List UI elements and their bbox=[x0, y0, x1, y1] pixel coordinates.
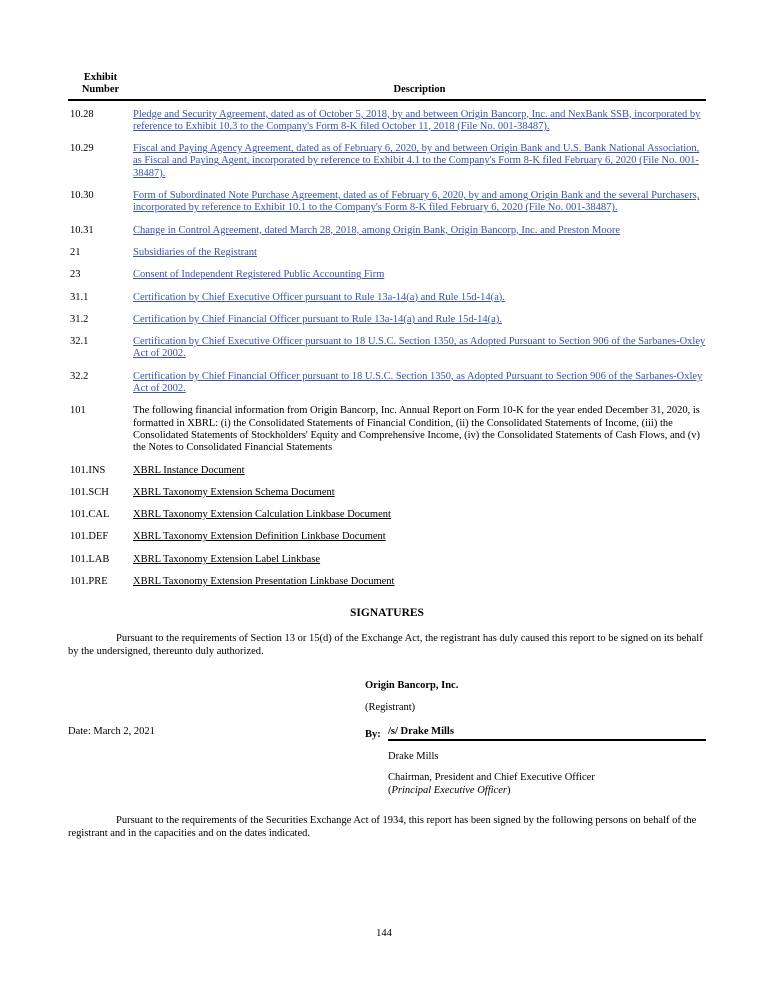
exhibit-description-cell bbox=[133, 465, 706, 487]
exhibit-number: 101.CAL bbox=[70, 509, 110, 521]
exhibit-description-link[interactable]: Certification by Chief Financial Officer pursuant to Rule 13a-14(a) and Rule 15d-14(a). bbox=[133, 313, 502, 325]
table-row bbox=[68, 190, 706, 225]
exhibit-description-link[interactable]: XBRL Instance Document bbox=[133, 464, 245, 476]
table-row bbox=[68, 405, 706, 464]
paren-open: ( bbox=[388, 785, 392, 797]
exhibit-description-cell bbox=[133, 225, 706, 247]
exhibit-description-cell bbox=[133, 292, 706, 314]
signer-title-2-text: Principal Executive Officer bbox=[391, 785, 507, 797]
signature-text: /s/ Drake Mills bbox=[388, 725, 706, 741]
signer-name: Drake Mills bbox=[388, 751, 439, 763]
exhibit-number: 101.PRE bbox=[70, 576, 108, 588]
exhibit-number: 31.2 bbox=[70, 313, 89, 325]
exhibit-number-header-line2: Number bbox=[81, 84, 120, 96]
table-row bbox=[68, 247, 706, 269]
exhibit-description-cell bbox=[133, 509, 706, 531]
exhibit-number: 10.30 bbox=[70, 190, 94, 202]
exhibit-description-link[interactable]: Change in Control Agreement, dated March 28, 2018, among Origin Bank, Origin Bancorp, Inc. and Preston Moore bbox=[133, 224, 620, 236]
signatures-paragraph-2: Pursuant to the requirements of the Securities Exchange Act of 1934, this report has been signed by the following persons on behalf of the registrant and in the capacities and on the dates indicated. bbox=[68, 815, 697, 840]
table-row bbox=[68, 292, 706, 314]
exhibit-description-link[interactable]: Form of Subordinated Note Purchase Agreement, dated as of February 6, 2020, by and among Origin Bank and the several Purchasers, incorporated by reference to Exhibit 10.1 to the Company's Form 8-K filed February 6, 2020 (File No. 001-38487). bbox=[133, 190, 700, 214]
exhibit-description-link[interactable]: XBRL Taxonomy Extension Schema Document bbox=[133, 486, 335, 498]
description-column-header: Description bbox=[133, 72, 706, 100]
table-row bbox=[68, 143, 706, 190]
table-row bbox=[68, 225, 706, 247]
signatures-paragraph-1: Pursuant to the requirements of Section 13 or 15(d) of the Exchange Act, the registrant has duly caused this report to be signed on its behalf by the undersigned, thereunto duly authorized. bbox=[68, 633, 703, 658]
exhibit-description-cell bbox=[133, 405, 706, 464]
signature-right-column bbox=[365, 679, 706, 797]
exhibit-description-cell bbox=[133, 143, 706, 190]
document-page bbox=[68, 72, 706, 840]
table-row bbox=[68, 100, 706, 144]
by-label: By: bbox=[365, 729, 381, 741]
paren-close: ) bbox=[506, 785, 511, 797]
exhibit-table-body bbox=[68, 100, 706, 599]
table-row bbox=[68, 269, 706, 291]
table-row bbox=[68, 531, 706, 553]
exhibit-number: 101.INS bbox=[70, 464, 106, 476]
exhibit-description-link[interactable]: XBRL Taxonomy Extension Presentation Linkbase Document bbox=[133, 576, 395, 588]
exhibit-description-cell bbox=[133, 100, 706, 144]
exhibit-number-header-line1: Exhibit bbox=[83, 72, 118, 83]
exhibit-number: 31.1 bbox=[70, 291, 89, 303]
table-row bbox=[68, 314, 706, 336]
signature-block bbox=[68, 679, 706, 797]
table-row bbox=[68, 554, 706, 576]
signer-title-2 bbox=[388, 784, 706, 797]
exhibit-number: 101 bbox=[70, 405, 86, 417]
exhibit-description-link[interactable]: XBRL Taxonomy Extension Label Linkbase bbox=[133, 553, 321, 565]
table-row bbox=[68, 576, 706, 598]
signature-by-row bbox=[365, 725, 706, 741]
exhibit-description-link[interactable]: Consent of Independent Registered Public Accounting Firm bbox=[133, 269, 385, 281]
exhibit-number: 21 bbox=[70, 246, 81, 258]
exhibit-number: 10.29 bbox=[70, 143, 94, 155]
exhibit-description-cell bbox=[133, 336, 706, 371]
exhibit-number: 23 bbox=[70, 269, 81, 281]
signature-date: Date: March 2, 2021 bbox=[68, 726, 155, 738]
exhibit-description-cell bbox=[133, 554, 706, 576]
table-row bbox=[68, 336, 706, 371]
exhibit-description-link[interactable]: XBRL Taxonomy Extension Definition Linkbase Document bbox=[133, 531, 386, 543]
exhibit-description-cell bbox=[133, 314, 706, 336]
table-row bbox=[68, 465, 706, 487]
exhibit-description-cell bbox=[133, 190, 706, 225]
exhibit-description-link[interactable]: Subsidiaries of the Registrant bbox=[133, 246, 257, 258]
exhibit-description-cell bbox=[133, 371, 706, 406]
exhibit-description-link[interactable]: Certification by Chief Executive Officer pursuant to 18 U.S.C. Section 1350, as Adopted Pursuant to Section 906 of the Sarbanes-Oxley Act of 2002. bbox=[133, 336, 706, 360]
exhibit-number-column-header bbox=[68, 72, 133, 100]
exhibit-description-cell bbox=[133, 269, 706, 291]
exhibit-index-table bbox=[68, 72, 706, 598]
exhibit-description-link[interactable]: XBRL Taxonomy Extension Calculation Linkbase Document bbox=[133, 509, 391, 521]
registrant-label: (Registrant) bbox=[365, 702, 416, 714]
exhibit-description: The following financial information from Origin Bancorp, Inc. Annual Report on Form 10-K for the year ended December 31, 2020, is formatted in XBRL: (i) the Consolidated Statements of Financial Condition, (ii) the Consolidated Statements of Income, (iii) the Consolidated Statements of Stockholders' Equity and Comprehensive Income, (iv) the Consolidated Statements of Cash Flows, and (v) the Notes to Consolidated Financial Statements bbox=[133, 405, 701, 454]
exhibit-description-link[interactable]: Certification by Chief Financial Officer pursuant to 18 U.S.C. Section 1350, as Adopted Pursuant to Section 906 of the Sarbanes-Oxley Act of 2002. bbox=[133, 370, 703, 395]
exhibit-description-cell bbox=[133, 531, 706, 553]
exhibit-description-cell bbox=[133, 576, 706, 598]
exhibit-description-cell bbox=[133, 487, 706, 509]
table-row bbox=[68, 509, 706, 531]
exhibit-number: 10.28 bbox=[70, 108, 94, 120]
exhibit-description-cell bbox=[133, 247, 706, 269]
exhibit-number: 32.1 bbox=[70, 336, 89, 348]
table-row bbox=[68, 487, 706, 509]
company-name: Origin Bancorp, Inc. bbox=[365, 680, 459, 692]
exhibit-description-link[interactable]: Fiscal and Paying Agency Agreement, dated as of February 6, 2020, by and between Origin Bank and U.S. Bank National Association, as Fiscal and Paying Agent, incorporated by reference to Exhibit 4.1 to the Company's Form 8-K filed February 6, 2020 (File No. 001-38487). bbox=[133, 143, 700, 179]
signer-title: Chairman, President and Chief Executive Officer bbox=[388, 772, 595, 784]
exhibit-number: 101.DEF bbox=[70, 531, 109, 543]
table-header-row bbox=[68, 72, 706, 100]
exhibit-number: 101.SCH bbox=[70, 486, 109, 498]
exhibit-description-link[interactable]: Certification by Chief Executive Officer pursuant to Rule 13a-14(a) and Rule 15d-14(a). bbox=[133, 291, 505, 303]
page-number: 144 bbox=[376, 928, 392, 939]
table-row bbox=[68, 371, 706, 406]
signatures-heading: SIGNATURES bbox=[350, 607, 424, 620]
exhibit-number: 101.LAB bbox=[70, 553, 110, 565]
exhibit-description-link[interactable]: Pledge and Security Agreement, dated as of October 5, 2018, by and between Origin Bancorp, Inc. and NexBank SSB, incorporated by reference to Exhibit 10.3 to the Company's Form 8-K filed October 11, 2018 (File No. 001-38487). bbox=[133, 108, 701, 132]
exhibit-number: 32.2 bbox=[70, 370, 89, 382]
exhibit-number: 10.31 bbox=[70, 224, 94, 236]
